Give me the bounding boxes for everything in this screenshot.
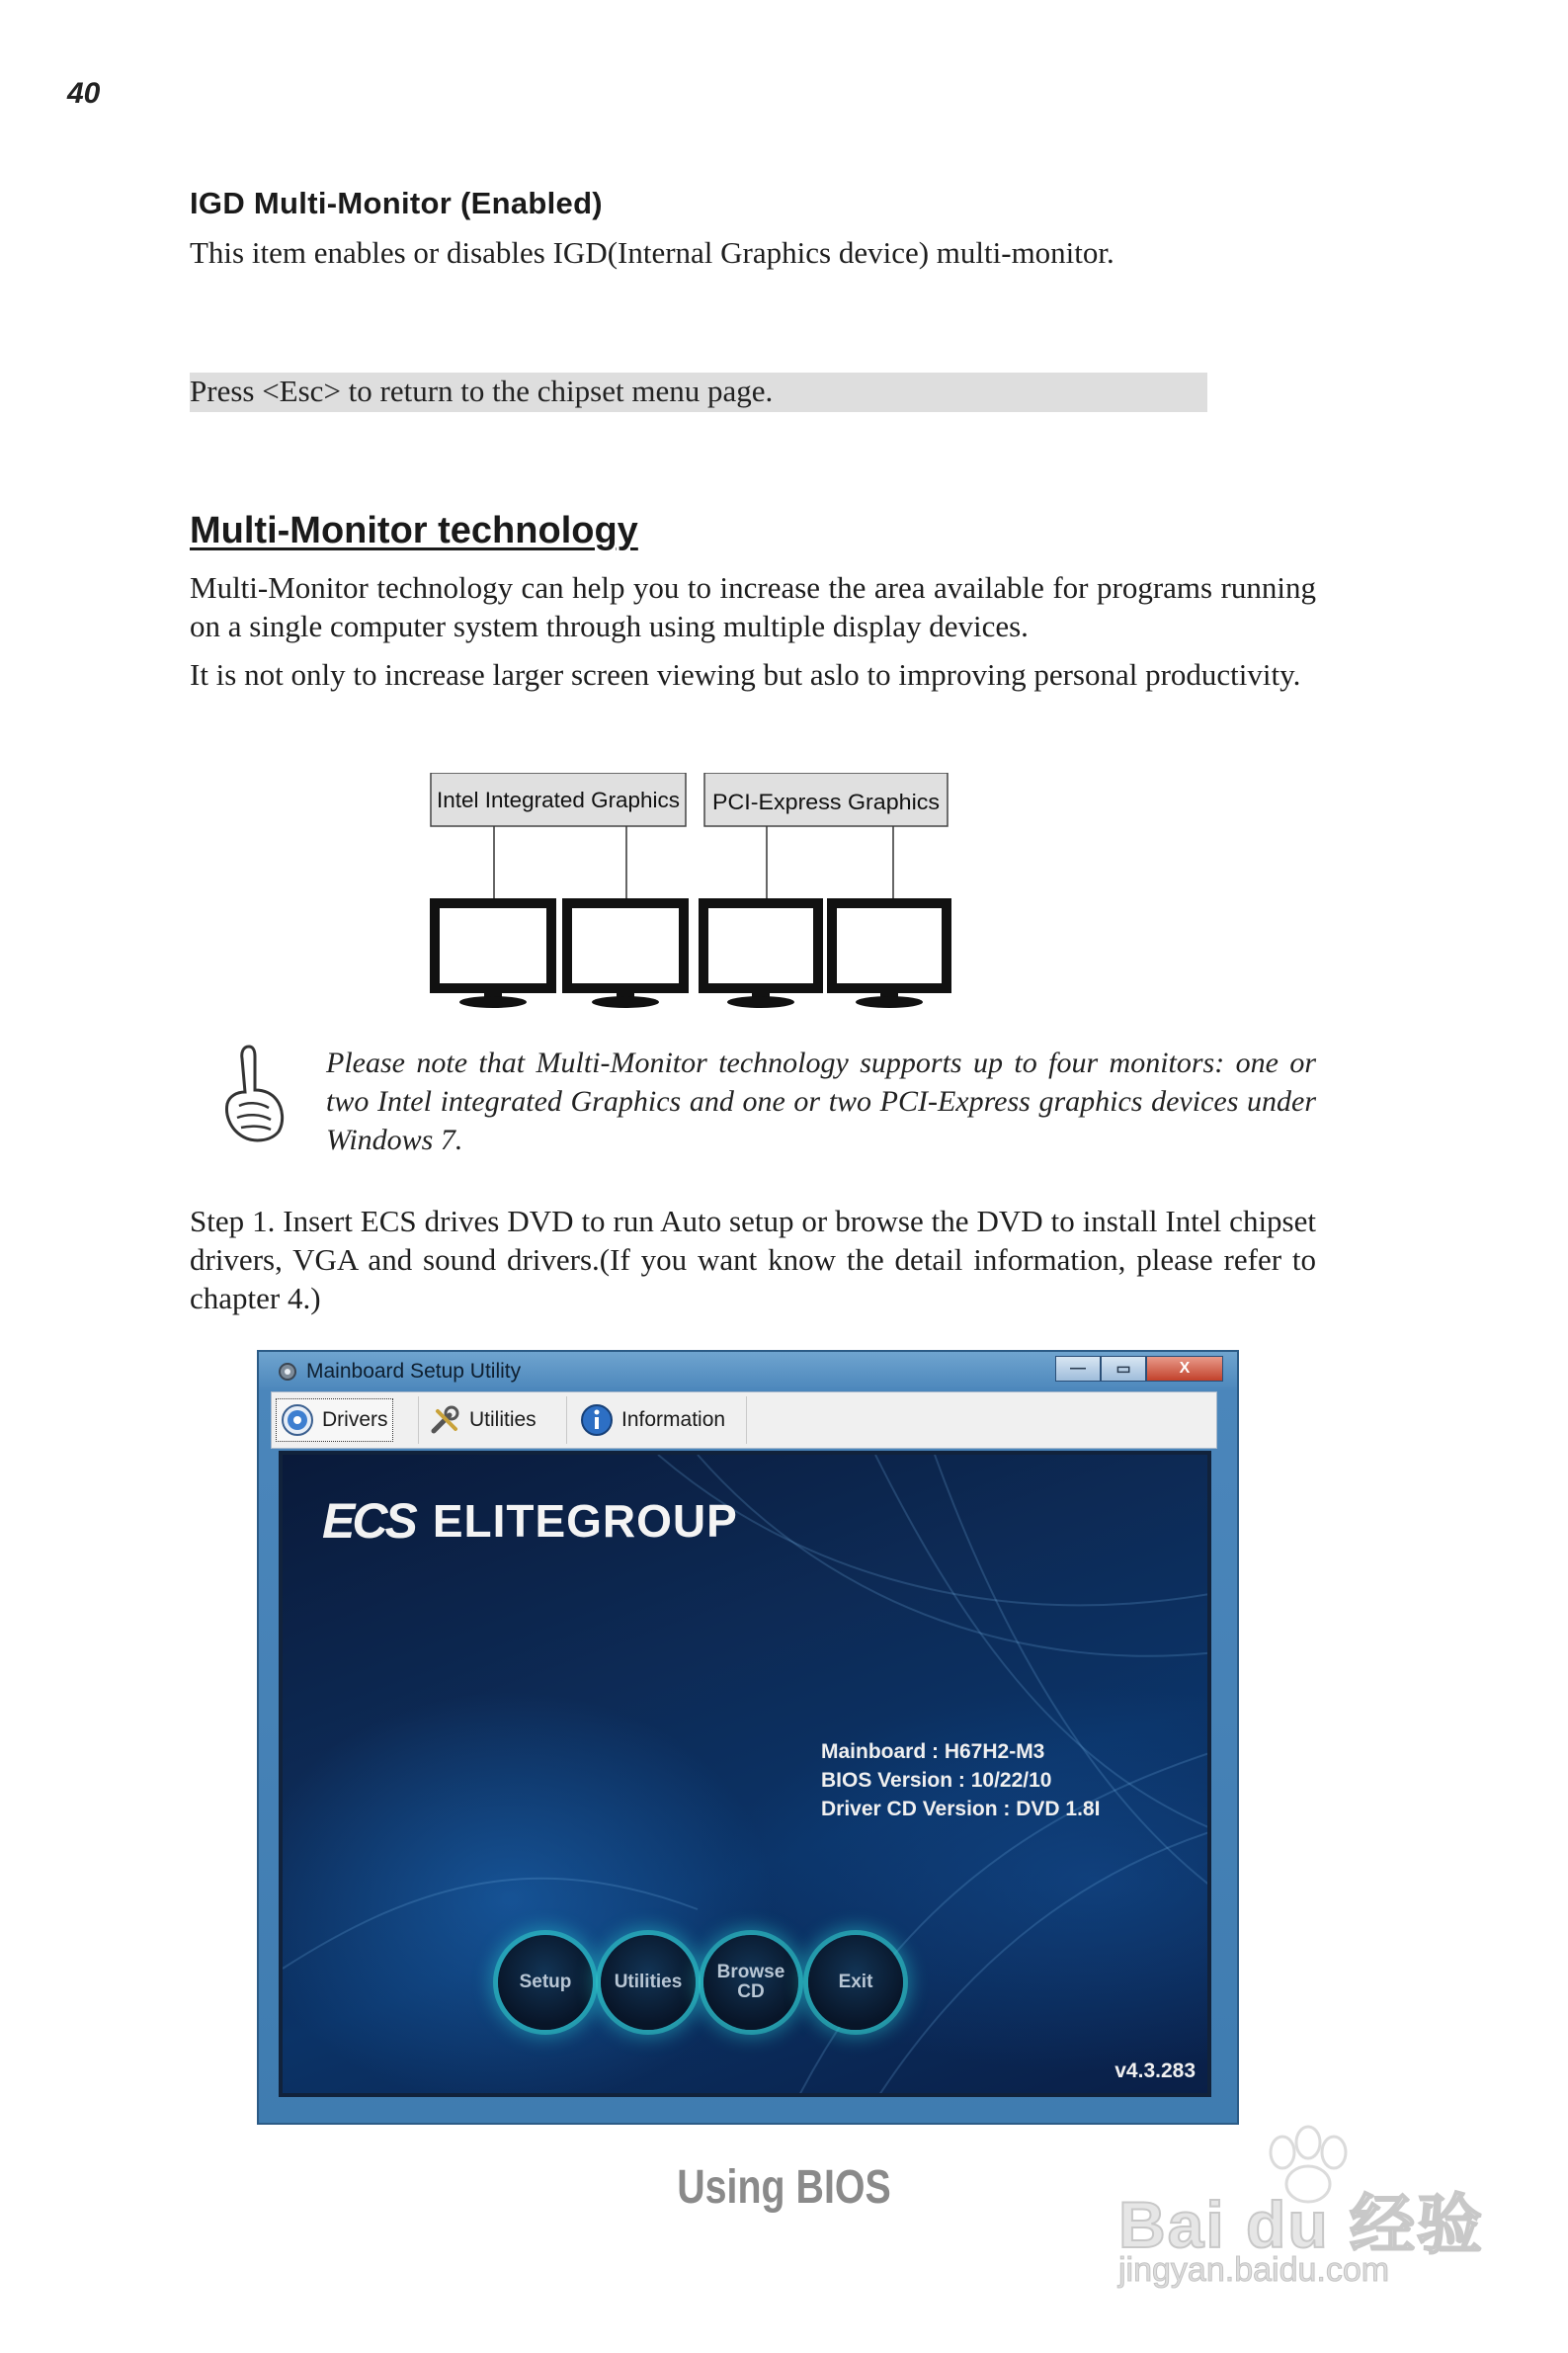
ecs-logo: ECS — [322, 1493, 415, 1549]
brand-name: ELITEGROUP — [432, 1495, 738, 1547]
app-gear-icon — [277, 1361, 298, 1383]
version-label: v4.3.283 — [1114, 2059, 1196, 2082]
browse-cd-button[interactable]: Browse CD — [703, 1935, 798, 2030]
system-info — [821, 1737, 1100, 1823]
tab-information[interactable] — [580, 1398, 725, 1442]
tab-information-label: Information — [621, 1408, 726, 1431]
setup-button[interactable]: Setup — [498, 1935, 593, 2030]
brand-header — [322, 1492, 738, 1550]
minimize-button[interactable]: — — [1055, 1356, 1101, 1382]
info-bios-version: BIOS Version : 10/22/10 — [821, 1769, 1052, 1792]
wrench-screwdriver-icon — [428, 1403, 461, 1437]
tab-utilities-label: Utilities — [469, 1408, 536, 1431]
diagram-label-right: PCI-Express Graphics — [712, 790, 940, 814]
step-1-text: Step 1. Insert ECS drives DVD to run Auto setup or browse the DVD to install Intel chipset drivers, VGA and sound drivers.(If you want know the detail information, please refer to chapter 4.) — [190, 1204, 1316, 1315]
exit-button[interactable]: Exit — [808, 1935, 903, 2030]
mainboard-setup-utility-window — [257, 1350, 1239, 2125]
monitor-icon — [435, 903, 551, 1008]
esc-instruction: Press <Esc> to return to the chipset menu page. — [190, 374, 774, 408]
close-button[interactable]: X — [1146, 1356, 1223, 1382]
tab-separator — [566, 1396, 567, 1444]
tab-drivers[interactable] — [276, 1398, 393, 1442]
item-heading: IGD Multi-Monitor (Enabled) — [190, 186, 603, 220]
note-text: Please note that Multi-Monitor technology supports up to four monitors: one or two Intel integrated Graphics and one or two PCI-Express graphics devices under Windows 7. — [326, 1047, 1316, 1156]
tab-drivers-label: Drivers — [322, 1408, 388, 1431]
multi-monitor-diagram — [423, 773, 956, 1020]
section-paragraph-2: It is not only to increase larger screen viewing but aslo to improving personal productivity. — [190, 657, 1301, 692]
maximize-button[interactable]: ▭ — [1101, 1356, 1146, 1382]
tab-separator — [746, 1396, 747, 1444]
section-title: Multi-Monitor technology — [190, 510, 638, 551]
pointing-hand-icon — [219, 1043, 289, 1151]
watermark-line-1: Bai du 经验 — [1118, 2188, 1485, 2261]
drivers-disc-icon — [281, 1403, 314, 1437]
tab-utilities[interactable] — [428, 1398, 536, 1442]
info-mainboard: Mainboard : H67H2-M3 — [821, 1740, 1045, 1763]
page-number: 40 — [67, 77, 101, 110]
info-icon — [580, 1403, 614, 1437]
info-driver-cd-version: Driver CD Version : DVD 1.8I — [821, 1798, 1101, 1820]
footer-title: Using BIOS — [677, 2161, 891, 2214]
monitor-icon — [567, 903, 684, 1008]
window-title-text: Mainboard Setup Utility — [306, 1360, 522, 1383]
item-description: This item enables or disables IGD(Internal Graphics device) multi-monitor. — [190, 235, 1114, 270]
tab-bar — [271, 1391, 1217, 1449]
tab-separator — [418, 1396, 419, 1444]
watermark-line-2: jingyan.baidu.com — [1118, 2251, 1390, 2289]
window-title — [277, 1360, 521, 1388]
section-paragraph-1: Multi-Monitor technology can help you to increase the area available for programs running on a single computer system through using multiple display devices. — [190, 570, 1316, 643]
monitor-icon — [832, 903, 947, 1008]
window-controls — [1055, 1356, 1223, 1382]
diagram-label-left: Intel Integrated Graphics — [437, 788, 680, 812]
utilities-button[interactable]: Utilities — [601, 1935, 696, 2030]
splash-panel — [279, 1451, 1211, 2097]
monitor-icon — [703, 903, 818, 1008]
